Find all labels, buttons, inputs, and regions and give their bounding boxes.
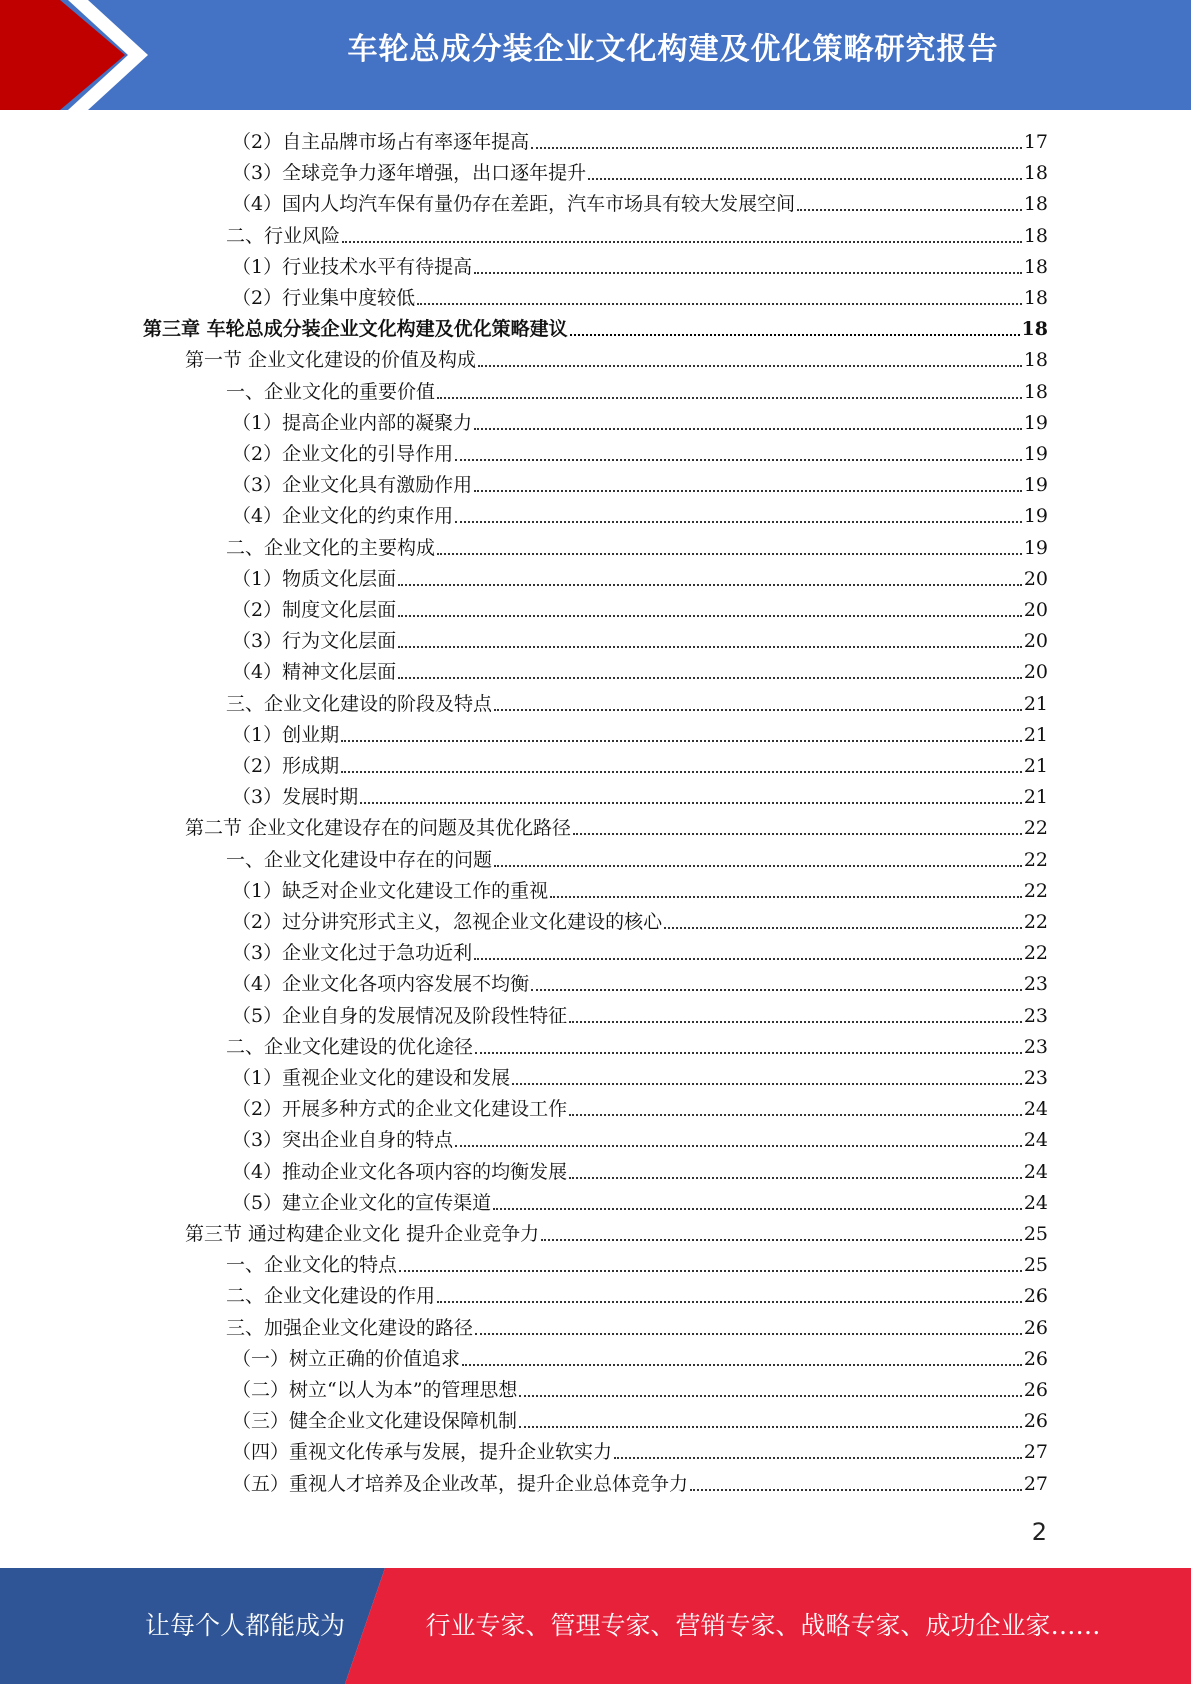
toc-entry-title: 第三章 车轮总成分装企业文化构建及优化策略建议 <box>143 318 568 340</box>
toc-dot-leader <box>455 1145 1022 1147</box>
toc-entry[interactable] <box>232 876 1048 907</box>
toc-entry-title: （2）行业集中度较低 <box>232 287 416 309</box>
toc-entry[interactable] <box>232 470 1048 501</box>
toc-entry[interactable] <box>226 221 1048 252</box>
toc-entry-title: （4）精神文化层面 <box>232 661 397 683</box>
toc-dot-leader <box>797 209 1022 211</box>
toc-entry-title: （1）物质文化层面 <box>232 568 397 590</box>
document-title: 车轮总成分装企业文化构建及优化策略研究报告 <box>347 32 999 67</box>
toc-entry[interactable] <box>226 1313 1048 1344</box>
header-red-arrow <box>0 0 125 110</box>
toc-entry-title: （2）制度文化层面 <box>232 599 397 621</box>
toc-entry[interactable] <box>232 1375 1048 1406</box>
toc-entry-page: 19 <box>1023 443 1048 465</box>
toc-entry-page: 21 <box>1023 693 1048 715</box>
toc-entry-title: 一、企业文化的特点 <box>226 1254 398 1276</box>
toc-dot-leader <box>455 459 1022 461</box>
toc-dot-leader <box>569 1177 1022 1179</box>
toc-dot-leader <box>341 771 1022 773</box>
toc-entry[interactable] <box>226 845 1048 876</box>
toc-entry-title: 一、企业文化建设中存在的问题 <box>226 849 493 871</box>
toc-entry-page: 21 <box>1023 786 1048 808</box>
toc-entry[interactable] <box>232 564 1048 595</box>
toc-entry-title: （1）缺乏对企业文化建设工作的重视 <box>232 880 549 902</box>
toc-entry[interactable] <box>232 1063 1048 1094</box>
toc-entry[interactable] <box>143 314 1048 345</box>
toc-dot-leader <box>341 740 1022 742</box>
toc-entry-title: （5）建立企业文化的宣传渠道 <box>232 1192 492 1214</box>
toc-entry-page: 19 <box>1023 537 1048 559</box>
toc-entry-page: 18 <box>1023 193 1048 215</box>
toc-dot-leader <box>474 272 1022 274</box>
toc-entry[interactable] <box>232 1344 1048 1375</box>
toc-entry-title: 一、企业文化的重要价值 <box>226 381 436 403</box>
toc-entry[interactable] <box>232 1001 1048 1032</box>
toc-entry-page: 25 <box>1023 1254 1048 1276</box>
toc-entry[interactable] <box>232 439 1048 470</box>
toc-entry-page: 25 <box>1023 1223 1048 1245</box>
toc-entry-page: 20 <box>1023 599 1048 621</box>
toc-entry[interactable] <box>232 969 1048 1000</box>
toc-entry-title: （3）发展时期 <box>232 786 359 808</box>
toc-dot-leader <box>569 1021 1022 1023</box>
footer-slogan-left: 让每个人都能成为 <box>144 1611 345 1640</box>
toc-entry-page: 26 <box>1023 1379 1048 1401</box>
toc-entry-page: 19 <box>1023 412 1048 434</box>
toc-dot-leader <box>398 584 1022 586</box>
toc-entry-title: （3）全球竞争力逐年增强，出口逐年提升 <box>232 162 587 184</box>
toc-entry-page: 22 <box>1023 817 1048 839</box>
toc-dot-leader <box>398 615 1022 617</box>
toc-entry-title: （二）树立“以人为本”的管理思想 <box>232 1379 518 1401</box>
toc-dot-leader <box>399 1270 1022 1272</box>
toc-entry[interactable] <box>226 689 1048 720</box>
toc-entry-title: （4）企业文化各项内容发展不均衡 <box>232 973 530 995</box>
toc-entry-page: 21 <box>1023 724 1048 746</box>
toc-dot-leader <box>690 1489 1022 1491</box>
toc-entry-title: 第一节 企业文化建设的价值及构成 <box>185 349 477 371</box>
toc-dot-leader <box>474 490 1022 492</box>
toc-dot-leader <box>360 802 1022 804</box>
toc-entry-page: 19 <box>1023 505 1048 527</box>
toc-entry[interactable] <box>232 1125 1048 1156</box>
toc-entry-title: 第三节 通过构建企业文化 提升企业竞争力 <box>185 1223 540 1245</box>
toc-entry[interactable] <box>232 158 1048 189</box>
toc-dot-leader <box>512 1083 1022 1085</box>
toc-entry-title: （一）树立正确的价值追求 <box>232 1348 461 1370</box>
toc-entry-page: 18 <box>1021 318 1048 340</box>
toc-dot-leader <box>475 1052 1022 1054</box>
toc-entry[interactable] <box>232 626 1048 657</box>
toc-entry[interactable] <box>232 782 1048 813</box>
toc-dot-leader <box>437 553 1022 555</box>
toc-entry[interactable] <box>226 1281 1048 1312</box>
toc-entry-page: 24 <box>1023 1129 1048 1151</box>
toc-entry-page: 22 <box>1023 880 1048 902</box>
toc-entry[interactable] <box>226 377 1048 408</box>
toc-dot-leader <box>664 927 1022 929</box>
toc-entry-title: 三、企业文化建设的阶段及特点 <box>226 693 493 715</box>
toc-entry-page: 20 <box>1023 661 1048 683</box>
toc-dot-leader <box>531 989 1022 991</box>
toc-dot-leader <box>478 365 1022 367</box>
toc-dot-leader <box>417 303 1022 305</box>
toc-entry-page: 23 <box>1023 1067 1048 1089</box>
toc-entry-title: （2）自主品牌市场占有率逐年提高 <box>232 131 530 153</box>
page-number: 2 <box>1031 1518 1047 1546</box>
toc-entry-title: 二、企业文化建设的优化途径 <box>226 1036 474 1058</box>
toc-entry[interactable] <box>232 501 1048 532</box>
toc-entry-page: 27 <box>1023 1441 1048 1463</box>
toc-dot-leader <box>570 334 1020 336</box>
toc-dot-leader <box>398 646 1022 648</box>
toc-entry-title: （三）健全企业文化建设保障机制 <box>232 1410 518 1432</box>
toc-entry-title: （3）行为文化层面 <box>232 630 397 652</box>
toc-entry-page: 22 <box>1023 942 1048 964</box>
toc-entry-title: （1）行业技术水平有待提高 <box>232 256 473 278</box>
toc-dot-leader <box>437 397 1022 399</box>
toc-dot-leader <box>614 1457 1022 1459</box>
toc-entry-page: 20 <box>1023 630 1048 652</box>
toc-entry[interactable] <box>226 1032 1048 1063</box>
toc-entry[interactable] <box>232 1437 1048 1468</box>
toc-dot-leader <box>531 147 1022 149</box>
toc-entry-title: （四）重视文化传承与发展，提升企业软实力 <box>232 1441 613 1463</box>
toc-entry-page: 24 <box>1023 1192 1048 1214</box>
toc-entry[interactable] <box>232 283 1048 314</box>
toc-entry[interactable] <box>232 1094 1048 1125</box>
toc-dot-leader <box>475 1333 1022 1335</box>
toc-dot-leader <box>462 1364 1022 1366</box>
toc-entry[interactable] <box>232 1469 1048 1500</box>
toc-entry-page: 23 <box>1023 1036 1048 1058</box>
toc-entry-page: 18 <box>1023 349 1048 371</box>
toc-entry-page: 17 <box>1023 131 1048 153</box>
toc-dot-leader <box>573 833 1022 835</box>
toc-entry-page: 23 <box>1023 1005 1048 1027</box>
toc-entry-title: 二、企业文化的主要构成 <box>226 537 436 559</box>
toc-entry-page: 22 <box>1023 911 1048 933</box>
toc-entry-page: 18 <box>1023 256 1048 278</box>
toc-entry[interactable] <box>185 345 1048 376</box>
toc-entry-title: （3）突出企业自身的特点 <box>232 1129 454 1151</box>
toc-entry-page: 26 <box>1023 1285 1048 1307</box>
toc-dot-leader <box>474 958 1022 960</box>
toc-entry[interactable] <box>232 657 1048 688</box>
toc-dot-leader <box>398 677 1022 679</box>
toc-entry[interactable] <box>185 1219 1048 1250</box>
toc-dot-leader <box>493 1208 1022 1210</box>
toc-entry[interactable] <box>232 595 1048 626</box>
toc-entry-title: 第二节 企业文化建设存在的问题及其优化路径 <box>185 817 572 839</box>
toc-entry-page: 26 <box>1023 1317 1048 1339</box>
toc-entry-title: （4）国内人均汽车保有量仍存在差距，汽车市场具有较大发展空间 <box>232 193 796 215</box>
toc-entry-page: 27 <box>1023 1473 1048 1495</box>
toc-entry-title: （4）企业文化的约束作用 <box>232 505 454 527</box>
toc-entry-title: （2）企业文化的引导作用 <box>232 443 454 465</box>
toc-entry-title: 三、加强企业文化建设的路径 <box>226 1317 474 1339</box>
toc-entry-page: 22 <box>1023 849 1048 871</box>
footer-slogan-right: 行业专家、管理专家、营销专家、战略专家、成功企业家…… <box>425 1611 1101 1640</box>
toc-entry-title: 二、行业风险 <box>226 225 341 247</box>
toc-entry-title: （2）过分讲究形式主义，忽视企业文化建设的核心 <box>232 911 663 933</box>
page-header <box>0 0 1191 110</box>
toc-entry-page: 20 <box>1023 568 1048 590</box>
toc-entry[interactable] <box>232 408 1048 439</box>
toc-dot-leader <box>550 896 1022 898</box>
page-footer <box>0 1568 1191 1684</box>
toc-entry-title: （2）形成期 <box>232 755 340 777</box>
toc-entry[interactable] <box>226 1250 1048 1281</box>
toc-dot-leader <box>541 1239 1022 1241</box>
toc-entry-title: 二、企业文化建设的作用 <box>226 1285 436 1307</box>
toc-dot-leader <box>588 178 1022 180</box>
toc-entry-page: 24 <box>1023 1098 1048 1120</box>
toc-entry[interactable] <box>232 127 1048 158</box>
toc-entry-title: （2）开展多种方式的企业文化建设工作 <box>232 1098 568 1120</box>
toc-entry-title: （4）推动企业文化各项内容的均衡发展 <box>232 1161 568 1183</box>
toc-entry-page: 26 <box>1023 1410 1048 1432</box>
toc-entry-title: （1）提高企业内部的凝聚力 <box>232 412 473 434</box>
toc-entry-page: 18 <box>1023 381 1048 403</box>
toc-entry-title: （3）企业文化过于急功近利 <box>232 942 473 964</box>
toc-entry[interactable] <box>232 1406 1048 1437</box>
toc-entry[interactable] <box>232 938 1048 969</box>
toc-entry-page: 26 <box>1023 1348 1048 1370</box>
toc-entry-page: 21 <box>1023 755 1048 777</box>
toc-entry[interactable] <box>232 1188 1048 1219</box>
toc-entry-page: 18 <box>1023 287 1048 309</box>
toc-entry[interactable] <box>232 189 1048 220</box>
toc-entry[interactable] <box>232 1157 1048 1188</box>
toc-entry-page: 18 <box>1023 162 1048 184</box>
toc-dot-leader <box>437 1301 1022 1303</box>
toc-entry-title: （五）重视人才培养及企业改革，提升企业总体竞争力 <box>232 1473 689 1495</box>
toc-entry-page: 24 <box>1023 1161 1048 1183</box>
toc-entry-title: （5）企业自身的发展情况及阶段性特征 <box>232 1005 568 1027</box>
toc-dot-leader <box>519 1426 1022 1428</box>
toc-entry[interactable] <box>232 751 1048 782</box>
toc-entry[interactable] <box>185 813 1048 844</box>
toc-entry[interactable] <box>226 533 1048 564</box>
toc-dot-leader <box>455 521 1022 523</box>
toc-entry-page: 18 <box>1023 225 1048 247</box>
toc-entry[interactable] <box>232 907 1048 938</box>
toc-dot-leader <box>474 428 1022 430</box>
toc-dot-leader <box>569 1114 1022 1116</box>
toc-dot-leader <box>342 241 1022 243</box>
toc-entry[interactable] <box>232 252 1048 283</box>
toc-entry-title: （3）企业文化具有激励作用 <box>232 474 473 496</box>
toc-entry-title: （1）重视企业文化的建设和发展 <box>232 1067 511 1089</box>
toc-dot-leader <box>494 709 1022 711</box>
toc-entry[interactable] <box>232 720 1048 751</box>
toc-dot-leader <box>519 1395 1021 1397</box>
toc-dot-leader <box>494 865 1022 867</box>
toc-entry-page: 23 <box>1023 973 1048 995</box>
toc-entry-page: 19 <box>1023 474 1048 496</box>
toc-entry-title: （1）创业期 <box>232 724 340 746</box>
